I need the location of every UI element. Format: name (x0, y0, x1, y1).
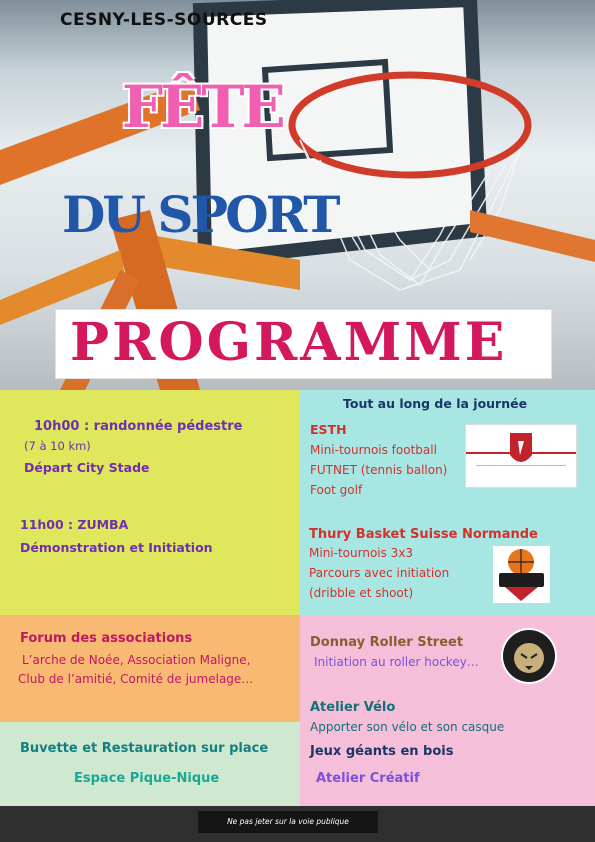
randonnee-distance: (7 à 10 km) (24, 439, 91, 453)
all-day-heading: Tout au long de la journée (343, 396, 528, 411)
tiger-badge-icon (501, 628, 557, 684)
creatif-title: Atelier Créatif (316, 771, 420, 786)
thury-item: Mini-tournois 3x3 (309, 546, 414, 560)
velo-title: Atelier Vélo (310, 700, 396, 715)
esth-logo (465, 424, 577, 488)
donnay-title: Donnay Roller Street (310, 635, 464, 650)
donnay-detail: Initiation au roller hockey… (314, 655, 479, 669)
footer-notice: Ne pas jeter sur la voie publique (227, 817, 349, 826)
programme-heading: PROGRAMME (70, 312, 508, 373)
esth-item: Mini-tournois football (310, 443, 437, 457)
picnic-area: Espace Pique-Nique (74, 771, 220, 786)
esth-shield-icon (466, 425, 576, 487)
forum-title: Forum des associations (20, 631, 193, 646)
town-name: CESNY-LES-SOURCES (60, 10, 268, 30)
thury-title: Thury Basket Suisse Normande (309, 527, 538, 542)
zumba-title: 11h00 : ZUMBA (20, 517, 129, 532)
forum-line1: L’arche de Noée, Association Maligne, (22, 653, 251, 667)
esth-item: FUTNET (tennis ballon) (310, 463, 448, 477)
thury-item: (dribble et shoot) (309, 586, 414, 600)
panel-buvette (0, 722, 300, 806)
title-fete: FÊTE (122, 73, 283, 141)
buvette-title: Buvette et Restauration sur place (20, 741, 269, 756)
randonnee-title: 10h00 : randonnée pédestre (34, 419, 243, 434)
donnay-roller-logo (501, 628, 557, 684)
velo-detail: Apporter son vélo et son casque (310, 720, 505, 734)
zumba-detail: Démonstration et Initiation (20, 540, 213, 555)
thury-item: Parcours avec initiation (309, 566, 450, 580)
jeux-title: Jeux géants en bois (310, 744, 454, 759)
basketball-icon (493, 546, 550, 603)
thury-basket-logo (493, 546, 550, 603)
title-du-sport: DU SPORT (62, 185, 338, 244)
forum-line2: Club de l’amitié, Comité de jumelage… (18, 672, 254, 686)
esth-title: ESTH (310, 422, 347, 437)
randonnee-depart: Départ City Stade (24, 460, 150, 475)
esth-item: Foot golf (310, 483, 363, 497)
